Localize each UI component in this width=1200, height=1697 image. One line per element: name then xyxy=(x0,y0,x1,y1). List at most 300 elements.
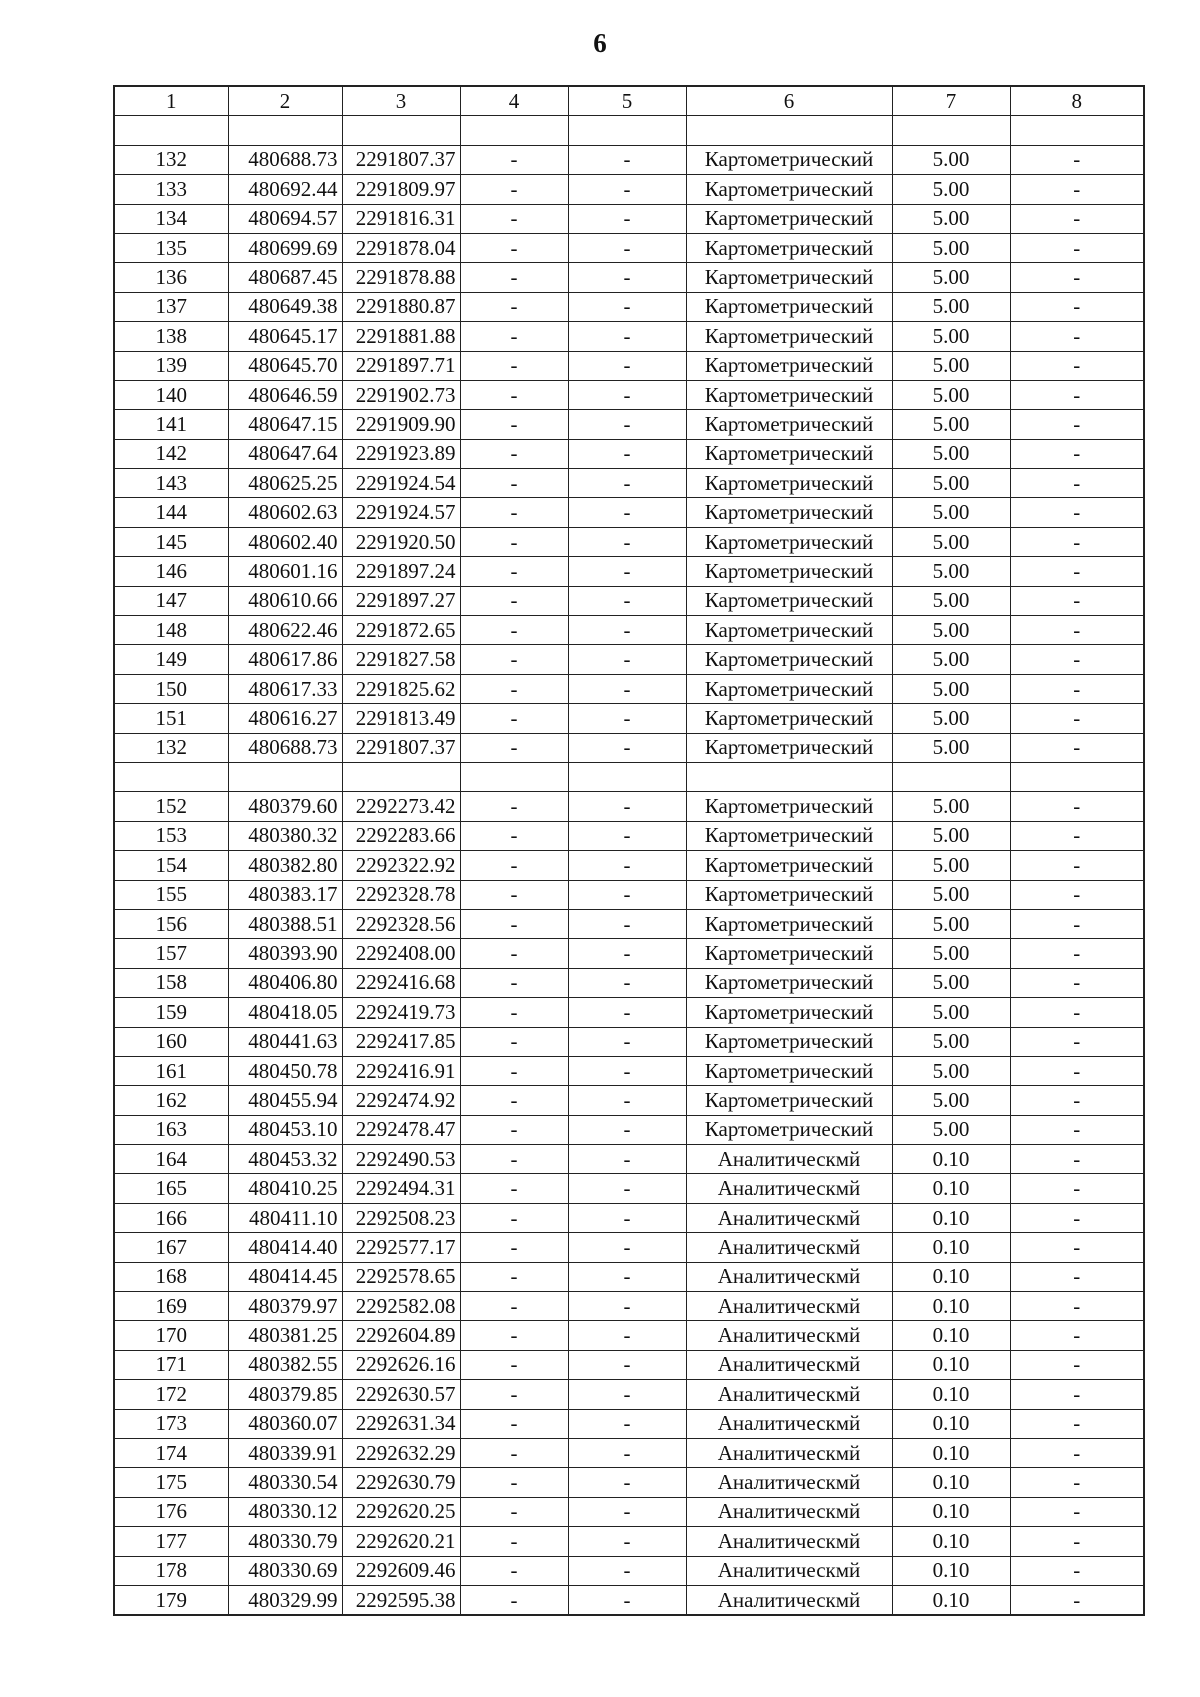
cell-col4: - xyxy=(460,1115,568,1144)
cell-point-number: 166 xyxy=(114,1203,228,1232)
cell-accuracy: 5.00 xyxy=(892,1115,1010,1144)
empty-cell xyxy=(892,116,1010,145)
cell-y: 2291924.54 xyxy=(342,469,460,498)
cell-col4: - xyxy=(460,204,568,233)
cell-point-number: 168 xyxy=(114,1262,228,1291)
cell-col4: - xyxy=(460,674,568,703)
cell-method: Аналитическмй xyxy=(686,1380,892,1409)
cell-point-number: 141 xyxy=(114,410,228,439)
cell-accuracy: 5.00 xyxy=(892,322,1010,351)
cell-accuracy: 5.00 xyxy=(892,233,1010,262)
cell-point-number: 178 xyxy=(114,1556,228,1585)
cell-col8: - xyxy=(1010,204,1144,233)
cell-col4: - xyxy=(460,616,568,645)
cell-x: 480450.78 xyxy=(228,1056,342,1085)
cell-col4: - xyxy=(460,1027,568,1056)
cell-accuracy: 5.00 xyxy=(892,909,1010,938)
cell-method: Аналитическмй xyxy=(686,1350,892,1379)
cell-x: 480647.15 xyxy=(228,410,342,439)
cell-x: 480330.12 xyxy=(228,1497,342,1526)
cell-col4: - xyxy=(460,968,568,997)
cell-point-number: 142 xyxy=(114,439,228,468)
table-row xyxy=(114,704,1144,733)
cell-accuracy: 5.00 xyxy=(892,998,1010,1027)
cell-x: 480441.63 xyxy=(228,1027,342,1056)
cell-y: 2292478.47 xyxy=(342,1115,460,1144)
cell-col8: - xyxy=(1010,939,1144,968)
table-row xyxy=(114,1027,1144,1056)
cell-point-number: 147 xyxy=(114,586,228,615)
cell-x: 480414.45 xyxy=(228,1262,342,1291)
cell-accuracy: 0.10 xyxy=(892,1174,1010,1203)
cell-accuracy: 0.10 xyxy=(892,1527,1010,1556)
cell-col8: - xyxy=(1010,1174,1144,1203)
cell-x: 480382.80 xyxy=(228,851,342,880)
cell-point-number: 172 xyxy=(114,1380,228,1409)
table-row xyxy=(114,1409,1144,1438)
cell-x: 480418.05 xyxy=(228,998,342,1027)
cell-accuracy: 5.00 xyxy=(892,263,1010,292)
cell-method: Картометрический xyxy=(686,851,892,880)
cell-x: 480339.91 xyxy=(228,1438,342,1467)
cell-col5: - xyxy=(568,410,686,439)
cell-col8: - xyxy=(1010,733,1144,762)
cell-col5: - xyxy=(568,821,686,850)
cell-col5: - xyxy=(568,645,686,674)
table-row xyxy=(114,733,1144,762)
cell-accuracy: 5.00 xyxy=(892,616,1010,645)
table-row xyxy=(114,1497,1144,1526)
cell-point-number: 144 xyxy=(114,498,228,527)
cell-method: Картометрический xyxy=(686,674,892,703)
table-row xyxy=(114,175,1144,204)
cell-point-number: 179 xyxy=(114,1585,228,1615)
cell-y: 2292508.23 xyxy=(342,1203,460,1232)
cell-accuracy: 0.10 xyxy=(892,1438,1010,1467)
empty-cell xyxy=(342,116,460,145)
table-row xyxy=(114,145,1144,174)
column-header: 6 xyxy=(686,86,892,116)
cell-x: 480330.69 xyxy=(228,1556,342,1585)
cell-method: Картометрический xyxy=(686,233,892,262)
cell-accuracy: 0.10 xyxy=(892,1497,1010,1526)
cell-col5: - xyxy=(568,939,686,968)
cell-x: 480688.73 xyxy=(228,733,342,762)
table-row xyxy=(114,410,1144,439)
cell-col8: - xyxy=(1010,851,1144,880)
spacer-row xyxy=(114,116,1144,145)
cell-x: 480616.27 xyxy=(228,704,342,733)
cell-method: Аналитическмй xyxy=(686,1321,892,1350)
cell-x: 480602.40 xyxy=(228,527,342,556)
cell-col5: - xyxy=(568,1585,686,1615)
cell-x: 480329.99 xyxy=(228,1585,342,1615)
cell-y: 2292604.89 xyxy=(342,1321,460,1350)
cell-col8: - xyxy=(1010,1497,1144,1526)
cell-col4: - xyxy=(460,1556,568,1585)
table-row xyxy=(114,880,1144,909)
cell-method: Аналитическмй xyxy=(686,1262,892,1291)
cell-accuracy: 0.10 xyxy=(892,1321,1010,1350)
cell-method: Картометрический xyxy=(686,498,892,527)
cell-accuracy: 5.00 xyxy=(892,939,1010,968)
cell-col4: - xyxy=(460,439,568,468)
cell-y: 2291897.71 xyxy=(342,351,460,380)
cell-col8: - xyxy=(1010,909,1144,938)
cell-col5: - xyxy=(568,1056,686,1085)
coordinates-table xyxy=(113,85,1145,1616)
cell-y: 2291897.24 xyxy=(342,557,460,586)
cell-y: 2292490.53 xyxy=(342,1145,460,1174)
cell-method: Картометрический xyxy=(686,998,892,1027)
cell-col5: - xyxy=(568,792,686,821)
cell-accuracy: 5.00 xyxy=(892,586,1010,615)
cell-point-number: 162 xyxy=(114,1086,228,1115)
cell-method: Аналитическмй xyxy=(686,1468,892,1497)
cell-col8: - xyxy=(1010,498,1144,527)
cell-accuracy: 0.10 xyxy=(892,1468,1010,1497)
cell-col8: - xyxy=(1010,674,1144,703)
cell-col5: - xyxy=(568,145,686,174)
cell-col8: - xyxy=(1010,1262,1144,1291)
cell-col5: - xyxy=(568,527,686,556)
cell-method: Аналитическмй xyxy=(686,1203,892,1232)
cell-col5: - xyxy=(568,498,686,527)
cell-point-number: 132 xyxy=(114,145,228,174)
cell-col8: - xyxy=(1010,1380,1144,1409)
cell-col4: - xyxy=(460,145,568,174)
cell-col4: - xyxy=(460,909,568,938)
cell-point-number: 135 xyxy=(114,233,228,262)
cell-col4: - xyxy=(460,1409,568,1438)
cell-x: 480645.17 xyxy=(228,322,342,351)
cell-col5: - xyxy=(568,233,686,262)
cell-x: 480622.46 xyxy=(228,616,342,645)
cell-y: 2291816.31 xyxy=(342,204,460,233)
cell-accuracy: 5.00 xyxy=(892,1056,1010,1085)
cell-point-number: 171 xyxy=(114,1350,228,1379)
cell-col5: - xyxy=(568,380,686,409)
cell-accuracy: 0.10 xyxy=(892,1233,1010,1262)
cell-method: Картометрический xyxy=(686,909,892,938)
cell-col8: - xyxy=(1010,1556,1144,1585)
cell-point-number: 164 xyxy=(114,1145,228,1174)
cell-y: 2292273.42 xyxy=(342,792,460,821)
cell-point-number: 132 xyxy=(114,733,228,762)
cell-col5: - xyxy=(568,1262,686,1291)
cell-point-number: 139 xyxy=(114,351,228,380)
cell-col5: - xyxy=(568,1527,686,1556)
cell-y: 2291825.62 xyxy=(342,674,460,703)
table-row xyxy=(114,1262,1144,1291)
empty-cell xyxy=(114,762,228,791)
table-row xyxy=(114,1556,1144,1585)
cell-col5: - xyxy=(568,851,686,880)
cell-col8: - xyxy=(1010,527,1144,556)
cell-point-number: 136 xyxy=(114,263,228,292)
cell-point-number: 138 xyxy=(114,322,228,351)
cell-col4: - xyxy=(460,704,568,733)
table-row xyxy=(114,851,1144,880)
table-row xyxy=(114,1145,1144,1174)
cell-col8: - xyxy=(1010,586,1144,615)
cell-accuracy: 5.00 xyxy=(892,145,1010,174)
cell-x: 480602.63 xyxy=(228,498,342,527)
table-row xyxy=(114,498,1144,527)
cell-col5: - xyxy=(568,1497,686,1526)
cell-col5: - xyxy=(568,1556,686,1585)
cell-point-number: 170 xyxy=(114,1321,228,1350)
cell-col4: - xyxy=(460,880,568,909)
cell-col4: - xyxy=(460,1292,568,1321)
cell-method: Аналитическмй xyxy=(686,1233,892,1262)
cell-col4: - xyxy=(460,1233,568,1262)
cell-y: 2292419.73 xyxy=(342,998,460,1027)
cell-x: 480380.32 xyxy=(228,821,342,850)
cell-col8: - xyxy=(1010,1527,1144,1556)
cell-y: 2291902.73 xyxy=(342,380,460,409)
cell-col4: - xyxy=(460,586,568,615)
cell-point-number: 155 xyxy=(114,880,228,909)
cell-x: 480610.66 xyxy=(228,586,342,615)
cell-method: Аналитическмй xyxy=(686,1497,892,1526)
cell-y: 2292408.00 xyxy=(342,939,460,968)
table-row xyxy=(114,792,1144,821)
cell-col4: - xyxy=(460,821,568,850)
cell-accuracy: 5.00 xyxy=(892,792,1010,821)
cell-y: 2291897.27 xyxy=(342,586,460,615)
cell-col5: - xyxy=(568,322,686,351)
cell-col4: - xyxy=(460,1321,568,1350)
cell-col4: - xyxy=(460,1527,568,1556)
cell-point-number: 173 xyxy=(114,1409,228,1438)
page-number: 6 xyxy=(593,28,607,58)
cell-col8: - xyxy=(1010,1585,1144,1615)
cell-accuracy: 5.00 xyxy=(892,351,1010,380)
cell-point-number: 165 xyxy=(114,1174,228,1203)
table-row xyxy=(114,351,1144,380)
table-row xyxy=(114,1233,1144,1262)
cell-x: 480453.32 xyxy=(228,1145,342,1174)
cell-method: Аналитическмй xyxy=(686,1292,892,1321)
cell-y: 2292494.31 xyxy=(342,1174,460,1203)
cell-y: 2292328.78 xyxy=(342,880,460,909)
cell-col8: - xyxy=(1010,968,1144,997)
cell-accuracy: 0.10 xyxy=(892,1350,1010,1379)
cell-x: 480360.07 xyxy=(228,1409,342,1438)
cell-y: 2291878.04 xyxy=(342,233,460,262)
cell-y: 2291807.37 xyxy=(342,733,460,762)
cell-method: Картометрический xyxy=(686,204,892,233)
cell-x: 480383.17 xyxy=(228,880,342,909)
cell-point-number: 161 xyxy=(114,1056,228,1085)
cell-accuracy: 0.10 xyxy=(892,1262,1010,1291)
cell-col4: - xyxy=(460,1262,568,1291)
cell-col5: - xyxy=(568,1027,686,1056)
cell-method: Картометрический xyxy=(686,704,892,733)
cell-col5: - xyxy=(568,351,686,380)
cell-col8: - xyxy=(1010,1027,1144,1056)
cell-point-number: 146 xyxy=(114,557,228,586)
empty-cell xyxy=(342,762,460,791)
cell-point-number: 158 xyxy=(114,968,228,997)
empty-cell xyxy=(568,116,686,145)
cell-x: 480379.97 xyxy=(228,1292,342,1321)
column-header: 2 xyxy=(228,86,342,116)
cell-accuracy: 5.00 xyxy=(892,498,1010,527)
cell-col8: - xyxy=(1010,792,1144,821)
empty-cell xyxy=(228,762,342,791)
table-row xyxy=(114,1585,1144,1615)
table-row xyxy=(114,1438,1144,1467)
cell-col5: - xyxy=(568,1203,686,1232)
cell-col5: - xyxy=(568,1380,686,1409)
cell-y: 2292417.85 xyxy=(342,1027,460,1056)
cell-x: 480455.94 xyxy=(228,1086,342,1115)
column-header: 4 xyxy=(460,86,568,116)
cell-accuracy: 5.00 xyxy=(892,292,1010,321)
cell-point-number: 160 xyxy=(114,1027,228,1056)
cell-method: Аналитическмй xyxy=(686,1174,892,1203)
cell-accuracy: 5.00 xyxy=(892,645,1010,674)
cell-y: 2291809.97 xyxy=(342,175,460,204)
cell-col4: - xyxy=(460,380,568,409)
cell-col5: - xyxy=(568,998,686,1027)
cell-y: 2292620.21 xyxy=(342,1527,460,1556)
cell-col8: - xyxy=(1010,557,1144,586)
cell-col8: - xyxy=(1010,1115,1144,1144)
cell-col5: - xyxy=(568,733,686,762)
cell-col8: - xyxy=(1010,1145,1144,1174)
table-row xyxy=(114,292,1144,321)
cell-x: 480699.69 xyxy=(228,233,342,262)
cell-col4: - xyxy=(460,527,568,556)
cell-x: 480406.80 xyxy=(228,968,342,997)
cell-col8: - xyxy=(1010,1350,1144,1379)
cell-col4: - xyxy=(460,1203,568,1232)
cell-y: 2291813.49 xyxy=(342,704,460,733)
cell-point-number: 148 xyxy=(114,616,228,645)
empty-cell xyxy=(892,762,1010,791)
cell-point-number: 145 xyxy=(114,527,228,556)
cell-y: 2292322.92 xyxy=(342,851,460,880)
table-row xyxy=(114,439,1144,468)
cell-y: 2292328.56 xyxy=(342,909,460,938)
cell-point-number: 176 xyxy=(114,1497,228,1526)
table-row xyxy=(114,1086,1144,1115)
cell-y: 2292578.65 xyxy=(342,1262,460,1291)
cell-method: Картометрический xyxy=(686,469,892,498)
empty-cell xyxy=(568,762,686,791)
cell-col4: - xyxy=(460,733,568,762)
cell-col4: - xyxy=(460,939,568,968)
cell-point-number: 174 xyxy=(114,1438,228,1467)
cell-accuracy: 0.10 xyxy=(892,1380,1010,1409)
cell-col5: - xyxy=(568,204,686,233)
cell-col5: - xyxy=(568,1233,686,1262)
cell-method: Картометрический xyxy=(686,410,892,439)
cell-method: Аналитическмй xyxy=(686,1409,892,1438)
column-header: 7 xyxy=(892,86,1010,116)
cell-point-number: 133 xyxy=(114,175,228,204)
cell-y: 2291923.89 xyxy=(342,439,460,468)
cell-col8: - xyxy=(1010,1056,1144,1085)
cell-point-number: 157 xyxy=(114,939,228,968)
table-row xyxy=(114,1292,1144,1321)
cell-col5: - xyxy=(568,909,686,938)
spacer-row xyxy=(114,762,1144,791)
cell-col5: - xyxy=(568,880,686,909)
table-row xyxy=(114,1174,1144,1203)
cell-y: 2292630.57 xyxy=(342,1380,460,1409)
cell-method: Картометрический xyxy=(686,351,892,380)
cell-point-number: 134 xyxy=(114,204,228,233)
cell-col4: - xyxy=(460,1350,568,1379)
cell-col5: - xyxy=(568,704,686,733)
table-row xyxy=(114,939,1144,968)
table-row xyxy=(114,263,1144,292)
cell-col4: - xyxy=(460,1468,568,1497)
cell-method: Картометрический xyxy=(686,263,892,292)
cell-point-number: 151 xyxy=(114,704,228,733)
table-row xyxy=(114,322,1144,351)
table-row xyxy=(114,821,1144,850)
cell-y: 2291827.58 xyxy=(342,645,460,674)
cell-y: 2291872.65 xyxy=(342,616,460,645)
cell-col4: - xyxy=(460,557,568,586)
cell-accuracy: 5.00 xyxy=(892,175,1010,204)
cell-point-number: 169 xyxy=(114,1292,228,1321)
cell-col5: - xyxy=(568,1350,686,1379)
cell-x: 480381.25 xyxy=(228,1321,342,1350)
cell-accuracy: 0.10 xyxy=(892,1203,1010,1232)
cell-col5: - xyxy=(568,1086,686,1115)
cell-method: Картометрический xyxy=(686,439,892,468)
empty-cell xyxy=(686,116,892,145)
table-row xyxy=(114,1115,1144,1144)
cell-col4: - xyxy=(460,1438,568,1467)
table-row xyxy=(114,233,1144,262)
cell-point-number: 159 xyxy=(114,998,228,1027)
cell-col5: - xyxy=(568,175,686,204)
table-row xyxy=(114,616,1144,645)
table-row xyxy=(114,968,1144,997)
cell-accuracy: 5.00 xyxy=(892,880,1010,909)
cell-point-number: 149 xyxy=(114,645,228,674)
cell-x: 480687.45 xyxy=(228,263,342,292)
column-header: 1 xyxy=(114,86,228,116)
cell-col8: - xyxy=(1010,1321,1144,1350)
cell-col5: - xyxy=(568,1115,686,1144)
cell-x: 480330.54 xyxy=(228,1468,342,1497)
cell-col8: - xyxy=(1010,380,1144,409)
cell-point-number: 150 xyxy=(114,674,228,703)
cell-y: 2291881.88 xyxy=(342,322,460,351)
cell-accuracy: 5.00 xyxy=(892,1027,1010,1056)
cell-point-number: 156 xyxy=(114,909,228,938)
cell-x: 480646.59 xyxy=(228,380,342,409)
cell-y: 2292283.66 xyxy=(342,821,460,850)
cell-x: 480393.90 xyxy=(228,939,342,968)
cell-col5: - xyxy=(568,674,686,703)
cell-col8: - xyxy=(1010,821,1144,850)
cell-x: 480617.86 xyxy=(228,645,342,674)
cell-col5: - xyxy=(568,292,686,321)
table-row xyxy=(114,586,1144,615)
cell-y: 2292626.16 xyxy=(342,1350,460,1379)
table-row xyxy=(114,1056,1144,1085)
cell-y: 2292416.91 xyxy=(342,1056,460,1085)
